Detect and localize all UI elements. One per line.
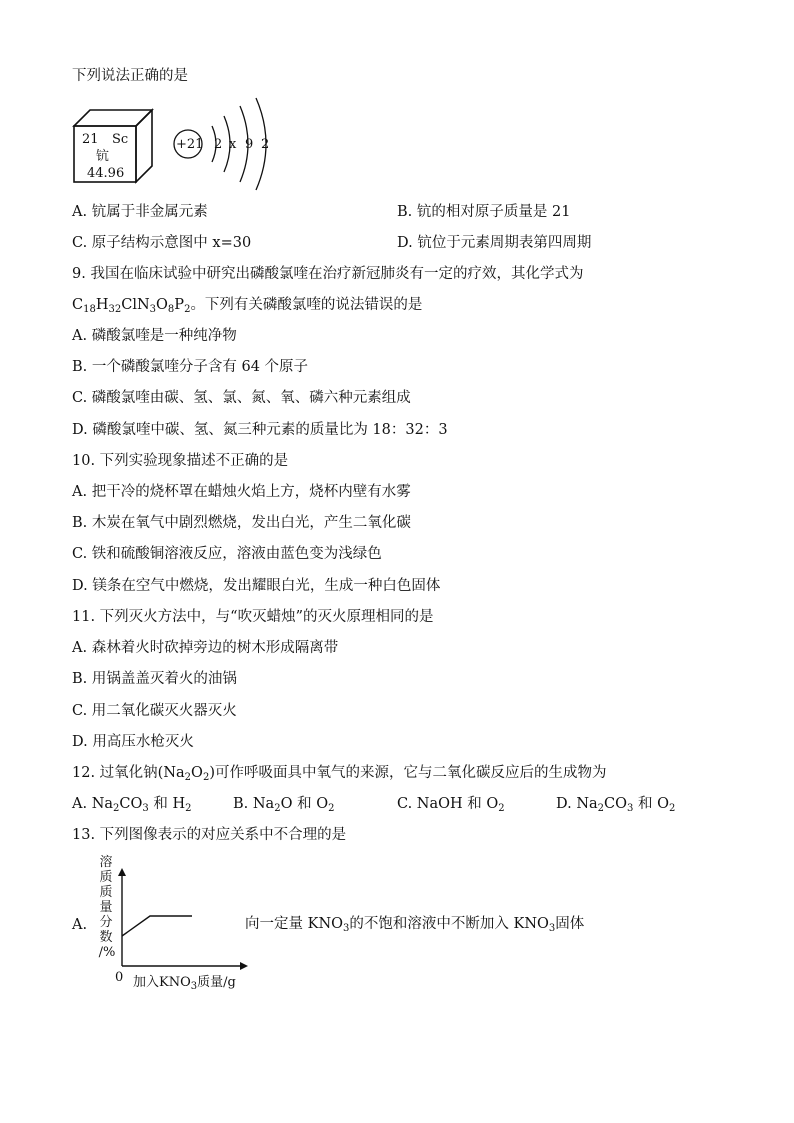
q12b-sub: 2 bbox=[274, 803, 281, 814]
q12-option-d bbox=[556, 794, 675, 814]
element-card-name: 钪 bbox=[96, 149, 110, 164]
q11-option-a: A. 森林着火时砍掉旁边的树木形成隔离带 bbox=[72, 640, 339, 656]
element-card-mass: 44.96 bbox=[87, 166, 125, 181]
q9-stem-line2 bbox=[72, 295, 422, 315]
graph-curve bbox=[122, 916, 192, 936]
q12a-part: A. Na bbox=[72, 796, 114, 812]
q11-option-d: D. 用高压水枪灭火 bbox=[72, 734, 194, 750]
graph-y-char-5: 分 bbox=[99, 915, 113, 930]
desc-sub1: 3 bbox=[343, 923, 350, 934]
atom-nucleus: +21 bbox=[176, 137, 204, 152]
q12d-part: D. Na bbox=[556, 796, 598, 812]
q13-option-a-letter: A. bbox=[72, 917, 88, 933]
formula-o: O bbox=[156, 297, 168, 313]
graph-y-char-6: 数 bbox=[99, 930, 113, 945]
q12-stem-pre: 12. 过氧化钠(Na bbox=[72, 765, 185, 781]
q9-option-b: B. 一个磷酸氯喹分子含有 64 个原子 bbox=[72, 359, 309, 375]
q12c-sub: 2 bbox=[498, 803, 505, 814]
q12d-sub: 3 bbox=[627, 803, 634, 814]
q11-option-b: B. 用锅盖盖灭着火的油锅 bbox=[72, 671, 237, 687]
q10-stem: 10. 下列实验现象描述不正确的是 bbox=[72, 453, 289, 469]
desc-post: 固体 bbox=[555, 916, 585, 932]
atom-shell-1: 2 bbox=[214, 137, 223, 152]
desc-sub2: 3 bbox=[548, 923, 556, 934]
q11-stem: 11. 下列灭火方法中，与“吹灭蜡烛”的灭火原理相同的是 bbox=[72, 609, 434, 625]
q12-option-a bbox=[72, 794, 192, 814]
q12a-part: 和 H bbox=[148, 796, 186, 812]
q12a-part: CO bbox=[119, 796, 143, 812]
q12d-sub: 2 bbox=[669, 803, 676, 814]
q12-sub2: 2 bbox=[202, 772, 210, 783]
desc-pre: 向一定量 KNO bbox=[245, 916, 344, 932]
q12-sub1: 2 bbox=[184, 772, 192, 783]
graph-y-arrow bbox=[118, 868, 126, 876]
q13-option-a-description bbox=[245, 914, 584, 934]
q12-stem-post: )可作呼吸面具中氧气的来源，它与二氧化碳反应后的生成物为 bbox=[209, 765, 607, 781]
graph-x-label-pre: 加入KNO bbox=[133, 975, 191, 990]
formula-h: H bbox=[95, 297, 109, 313]
atom-shell-2: x bbox=[229, 137, 237, 152]
q9-option-c: C. 磷酸氯喹由碳、氢、氯、氮、氧、磷六种元素组成 bbox=[72, 390, 411, 406]
q10-option-a: A. 把干冷的烧杯罩在蜡烛火焰上方，烧杯内壁有水雾 bbox=[72, 484, 411, 500]
q12-stem-mid: O bbox=[191, 765, 203, 781]
formula-p-count: 2 bbox=[184, 304, 191, 315]
atom-shell-3: 9 bbox=[245, 137, 254, 152]
atom-shell-4: 2 bbox=[261, 137, 270, 152]
q12b-sub: 2 bbox=[328, 803, 335, 814]
q12a-sub: 2 bbox=[113, 803, 120, 814]
q8-stem: 下列说法正确的是 bbox=[72, 68, 188, 84]
graph-y-char-1: 溶 bbox=[99, 855, 113, 870]
q8-option-a: A. 钪属于非金属元素 bbox=[72, 204, 208, 220]
graph-y-char-4: 量 bbox=[99, 900, 113, 915]
q12b-part: B. Na bbox=[233, 796, 275, 812]
q8-option-d: D. 钪位于元素周期表第四周期 bbox=[397, 235, 592, 251]
q10-option-b: B. 木炭在氧气中剧烈燃烧，发出白光，产生二氧化碳 bbox=[72, 515, 411, 531]
q11-option-c: C. 用二氧化碳灭火器灭火 bbox=[72, 703, 237, 719]
desc-mid: 的不饱和溶液中不断加入 KNO bbox=[349, 916, 549, 932]
element-card-symbol: Sc bbox=[112, 132, 129, 147]
q9-stem-line1: 9. 我国在临床试验中研究出磷酸氯喹在治疗新冠肺炎有一定的疗效，其化学式为 bbox=[72, 266, 584, 282]
formula-c-count: 18 bbox=[83, 304, 96, 315]
q9-option-d: D. 磷酸氯喹中碳、氢、氮三种元素的质量比为 18：32：3 bbox=[72, 422, 448, 438]
q12d-sub: 2 bbox=[597, 803, 605, 814]
graph-y-char-3: 质 bbox=[99, 885, 113, 900]
graph-x-label-post: 质量/g bbox=[197, 975, 236, 990]
q12d-part: CO bbox=[604, 796, 628, 812]
q9-stem-tail: 。下列有关磷酸氯喹的说法错误的是 bbox=[190, 297, 423, 313]
q10-option-c: C. 铁和硫酸铜溶液反应，溶液由蓝色变为浅绿色 bbox=[72, 546, 382, 562]
q12a-sub: 3 bbox=[142, 803, 149, 814]
formula-n-count: 3 bbox=[149, 304, 157, 315]
q12a-sub: 2 bbox=[185, 803, 192, 814]
element-card-number: 21 bbox=[82, 132, 99, 147]
formula-c: C bbox=[72, 297, 84, 313]
graph-x-arrow bbox=[240, 962, 248, 970]
q8-option-b: B. 钪的相对原子质量是 21 bbox=[397, 204, 571, 220]
q12-stem bbox=[72, 763, 606, 783]
q9-option-a: A. 磷酸氯喹是一种纯净物 bbox=[72, 328, 237, 344]
graph-y-char-2: 质 bbox=[99, 870, 113, 885]
solubility-graph bbox=[112, 866, 252, 976]
graph-origin: 0 bbox=[115, 970, 124, 985]
graph-x-label-sub: 3 bbox=[190, 981, 198, 992]
q10-option-d: D. 镁条在空气中燃烧，发出耀眼白光，生成一种白色固体 bbox=[72, 578, 441, 594]
formula-o-count: 8 bbox=[167, 304, 175, 315]
q12-option-c bbox=[397, 794, 505, 814]
q13-stem: 13. 下列图像表示的对应关系中不合理的是 bbox=[72, 827, 347, 843]
q12d-part: 和 O bbox=[633, 796, 670, 812]
q12-option-b bbox=[233, 794, 334, 814]
q8-option-c: C. 原子结构示意图中 x=30 bbox=[72, 235, 252, 251]
formula-cln: ClN bbox=[121, 297, 150, 313]
q12c-part: C. NaOH 和 O bbox=[397, 796, 499, 812]
q12b-part: O 和 O bbox=[280, 796, 329, 812]
formula-h-count: 32 bbox=[108, 304, 122, 315]
graph-x-label bbox=[133, 973, 236, 993]
graph-y-char-7: /% bbox=[98, 945, 116, 960]
formula-p: P bbox=[174, 297, 185, 313]
